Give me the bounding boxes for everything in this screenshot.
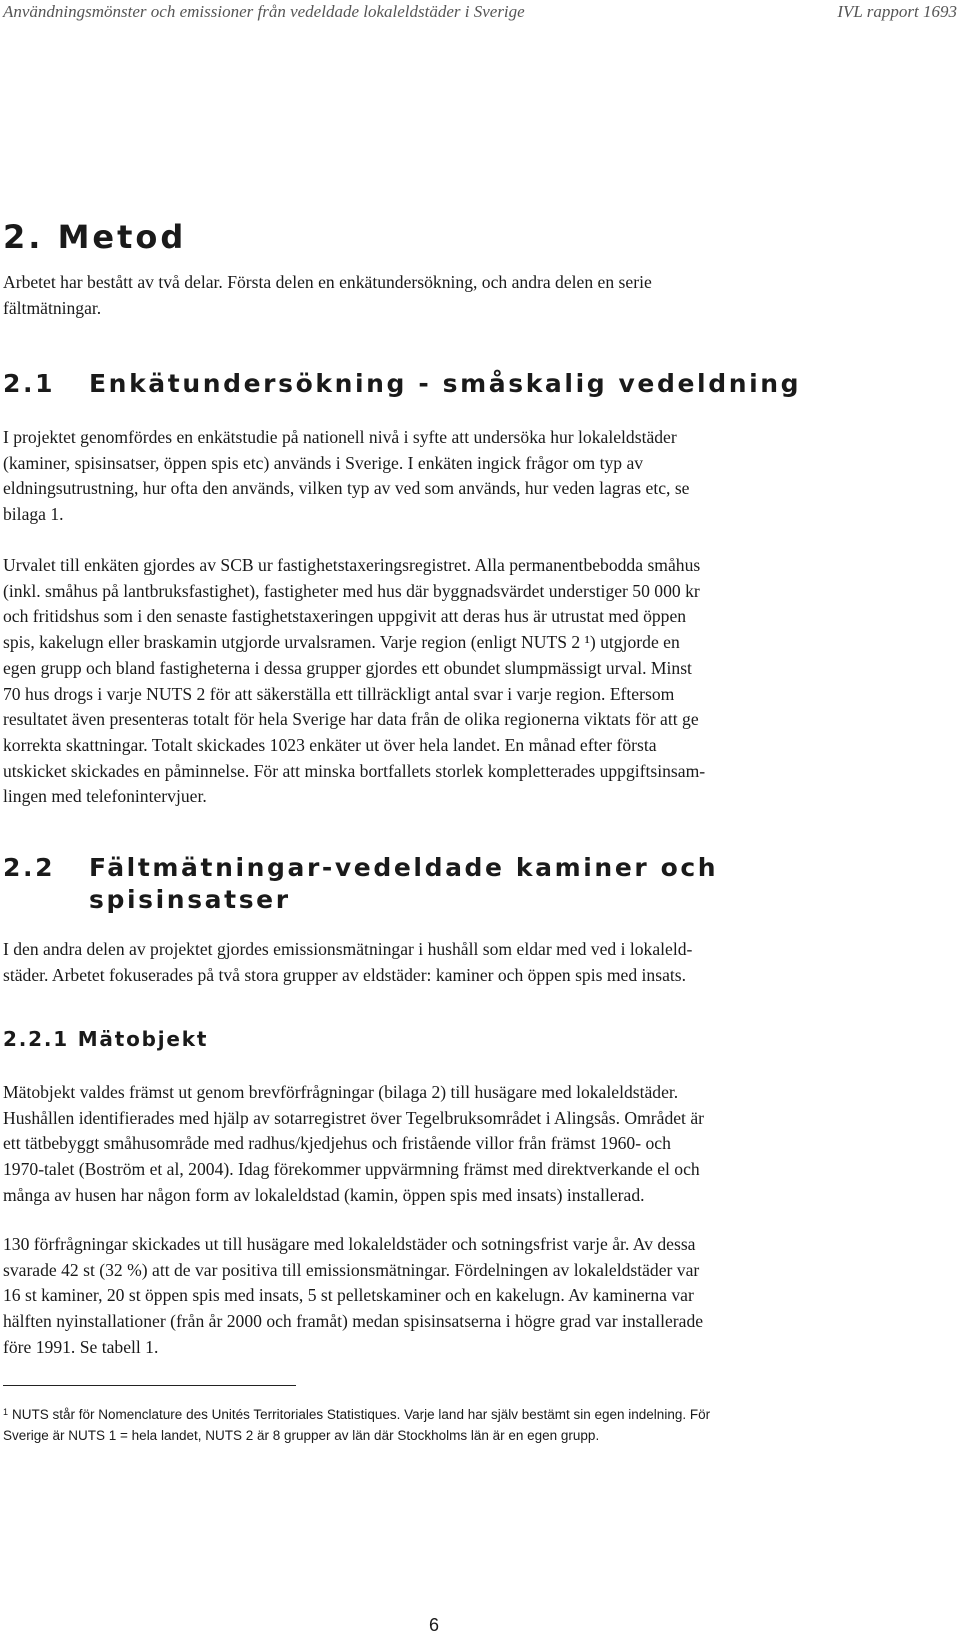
text-line: (inkl. småhus på lantbruksfastighet), fastigheter med hus där byggnadsvärdet understiger 50 000 kr [3,580,700,601]
footnote-line-1 [3,1402,908,1425]
text-line: 70 hus drogs i varje NUTS 2 för att säkerställa ett tillräckligt antal svar i varje region. Eftersom [3,683,675,704]
text-line: korrekta skattningar. Totalt skickades 1023 enkäter ut över hela landet. En månad efter första [3,734,657,755]
text-line: bilaga 1. [3,504,64,525]
header-title: Användningsmönster och emissioner från vedeldade lokaleldstäder i Sverige [3,2,525,21]
footnote-line-2: Sverige är NUTS 1 = hela landet, NUTS 2 är 8 grupper av län där Stockholms län är en egen grupp. [3,1428,600,1443]
section-2-2-paragraph-1 [3,937,908,988]
section-2-1-paragraph-1 [3,425,908,528]
text-line: och fritidshus som i den senaste fastighetstaxeringen uppgivit att deras hus är utrustat med öppen [3,606,687,627]
header-report-number: IVL rapport 1693 [837,2,957,21]
text-line: utskicket skickades en påminnelse. För att minska bortfallets storlek kompletterades uppgiftsinsam- [3,760,706,781]
heading-number: 2.1 [3,369,56,398]
section-heading-2-1 [3,368,801,400]
text-line: egen grupp och bland fastigheterna i dessa grupper gjordes ett obundet slumpmässigt urval. Minst [3,657,692,678]
text-line: ett tätbebyggt småhusområde med radhus/kjedjehus och fristående villor från främst 1960- och [3,1133,671,1154]
text-line: 130 förfrågningar skickades ut till husägare med lokaleldstäder och sotningsfrist varje år. Av dessa [3,1234,696,1254]
text-line: Hushållen identifierades med hjälp av sotarregistret över Tegelbruksområdet i Alingsås. Området är [3,1107,705,1128]
section-heading-2: 2. Metod [3,218,187,256]
text-line: 16 st kaminer, 20 st öppen spis med insats, 5 st pelletskaminer och en kakelugn. Av kaminerna var [3,1285,694,1306]
footnote [3,1402,908,1446]
section-2-intro [3,270,908,321]
text-line: många av husen har någon form av lokaleldstad (kamin, öppen spis med insats) installerad. [3,1184,645,1205]
footnote-marker: 1 [3,1407,9,1417]
section-2-2-1-paragraph-2 [3,1232,908,1361]
heading-text-line-1: Fältmätningar-vedeldade kaminer och [89,853,719,882]
text-line: städer. Arbetet fokuserades på två stora grupper av eldstäder: kaminer och öppen spis med insats. [3,964,687,985]
text-line: lingen med telefonintervjuer. [3,786,207,807]
heading-text-line-2: spisinsatser [89,885,291,914]
text-line: svarade 42 st (32 %) att de var positiva till emissionsmätningar. Fördelningen av lokaleldstäder var [3,1259,700,1280]
text-line: I projektet genomfördes en enkätstudie på nationell nivå i syfte att undersöka hur lokaleldstäder [3,427,677,447]
text-line: Urvalet till enkäten gjordes av SCB ur fastighetstaxeringsregistret. Alla permanentbebodda småhus [3,555,701,575]
footnote-text-1: NUTS står för Nomenclature des Unités Territoriales Statistiques. Varje land har själv bestämt sin egen indelning. För [12,1407,711,1422]
text-line: eldningsutrustning, hur ofta den används, vilken typ av ved som används, hur veden lagras etc, se [3,478,690,499]
text-line: hälften nyinstallationer (från år 2000 och framåt) medan spisinsatserna i högre grad var installerade [3,1311,704,1332]
section-2-2-1-paragraph-1 [3,1080,908,1209]
heading-text: Enkätundersökning - småskalig vedeldning [89,369,802,398]
text-line: (kaminer, spisinsatser, öppen spis etc) används i Sverige. I enkäten ingick frågor om typ av [3,452,644,473]
text-line: fältmätningar. [3,297,102,318]
text-line: före 1991. Se tabell 1. [3,1336,159,1357]
text-line: Mätobjekt valdes främst ut genom brevförfrågningar (bilaga 2) till husägare med lokaleldstäder. [3,1082,679,1102]
running-header [3,2,957,24]
text-line: 1970-talet (Boström et al, 2004). Idag förekommer uppvärmning främst med direktverkande el och [3,1159,700,1180]
text-line: spis, kakelugn eller braskamin utgjorde urvalsramen. Varje region (enligt NUTS 2 ¹) utgjorde en [3,632,680,653]
page-number: 6 [428,1615,439,1635]
section-heading-2-2 [3,852,718,916]
text-line: Arbetet har bestått av två delar. Första delen en enkätundersökning, och andra delen en serie [3,272,652,292]
section-2-1-paragraph-2 [3,553,908,810]
heading-number: 2.2 [3,853,56,882]
text-line: resultatet även presenteras totalt för hela Sverige har data från de olika regionerna viktats för att ge [3,709,699,730]
text-line: I den andra delen av projektet gjordes emissionsmätningar i hushåll som eldar med ved i lokaleld- [3,939,693,959]
footnote-separator [3,1385,296,1386]
section-heading-2-2-1: 2.2.1 Mätobjekt [3,1027,209,1051]
